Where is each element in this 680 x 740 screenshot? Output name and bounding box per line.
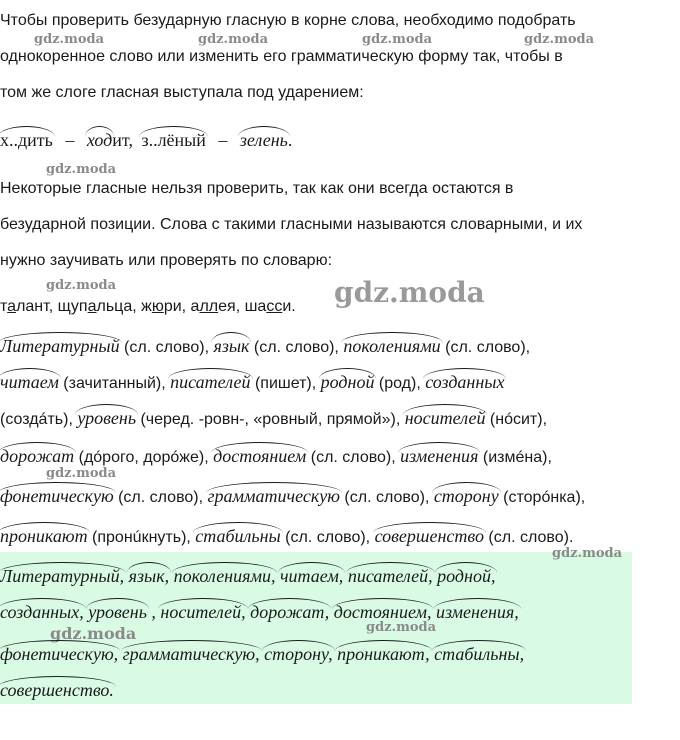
explain-word: проникают [0,526,88,546]
vocab-line [0,298,296,316]
explain-note: (черед. -ровн-, «ровный, прямой»), [136,411,405,428]
explain-word: созданных [425,372,505,392]
explain-word: фонетическую [0,486,114,506]
explain-note: (сл. слово), [306,449,401,466]
example-word: х..дить [0,130,53,150]
vocab-letter: а [7,298,17,315]
vocab-text: ри, а [163,298,200,315]
explain-note: (пишет), [250,375,321,392]
answer-word: родной, [437,566,496,586]
explain-row-1 [0,336,530,357]
answer-word: проникают, [337,644,430,664]
vocab-letter: ю [151,298,164,315]
answer-word: Литературный, [0,566,125,586]
explain-word: дорожат [0,446,75,466]
explain-word: писателей [170,372,251,392]
explain-note: (сл. слово), [280,529,375,546]
answer-word: писателей, [347,566,433,586]
vocab-text: ея, ша [218,298,267,315]
answer-word: стабильны, [434,644,525,664]
answer-row-4 [0,680,114,701]
explain-row-3 [0,408,547,429]
example-dash: – [65,130,75,150]
explain-word: изменения [400,446,479,466]
explain-note: (сл. слово). [483,529,574,546]
answer-word: поколениями, [173,566,276,586]
answer-word: сторону, [264,644,333,664]
watermark-large: gdz.moda [334,276,485,309]
vocab-text: т [0,298,8,315]
answer-word: совершенство. [0,680,114,700]
answer-word: достоянием, [333,602,432,622]
explain-note: (сл. слово), [249,339,344,356]
explain-note: (сл. слово), [339,489,434,506]
explain-note: (измéна), [478,449,552,466]
example-line [0,130,292,151]
explain-word: уровень [77,408,137,428]
intro-line-1: Чтобы проверить безударную гласную в корне слова, необходимо подобрать [0,12,576,29]
explain-row-2 [0,372,504,393]
answer-row-2 [0,602,519,623]
explain-word: носителей [404,408,486,428]
vocab-letter: лл [199,298,219,315]
explain-row-4 [0,446,552,467]
explain-word: стабильны [195,526,281,546]
watermark: gdz.moda [552,546,623,561]
watermark: gdz.moda [46,466,117,481]
explain-note: (пронúкнуть), [87,529,196,546]
para2-line-1: Некоторые гласные нельзя проверить, так как они всегда остаются в [0,180,514,197]
answer-word: изменения, [435,602,519,622]
explain-note: (сл. слово), [119,339,214,356]
explain-word: грамматическую [207,486,340,506]
explain-note: (род), [374,375,426,392]
explain-note: (нóсит), [485,411,548,428]
watermark: gdz.moda [34,32,105,47]
explain-word: сторону [433,486,499,506]
vocab-text: льца, ж [96,298,152,315]
example-dash: – [218,130,228,150]
answer-row-1 [0,566,495,587]
explain-note: (сл. слово), [113,489,208,506]
watermark: gdz.moda [46,278,117,293]
watermark: gdz.moda [366,620,437,635]
explain-word: родной [320,372,375,392]
explain-note: (сторóнка), [498,489,586,506]
explain-word: Литературный [0,336,120,356]
answer-word: грамматическую, [122,644,260,664]
example-word: з..лёный [141,130,206,150]
watermark: gdz.moda [198,32,269,47]
explain-note: (дóрого, дорóже), [74,449,214,466]
example-word: ход [86,130,113,150]
vocab-text: и. [282,298,296,315]
answer-word: язык, [128,566,170,586]
watermark: gdz.moda [46,162,117,177]
explain-note: (сл. слово), [440,339,531,356]
intro-line-3: том же слоге гласная выступала под ударением: [0,84,364,101]
explain-row-6 [0,526,573,547]
explain-word: достоянием [213,446,307,466]
example-word-ending: ит, [112,130,133,150]
watermark: gdz.moda [362,32,433,47]
explain-note: (зачитанный), [58,375,171,392]
watermark: gdz.moda [50,624,137,643]
answer-word: дорожат, [250,602,330,622]
explain-word: читаем [0,372,59,392]
example-dot: . [287,130,293,150]
para2-line-2: безударной позиции. Слова с такими гласными называются словарными, и их [0,216,583,233]
vocab-letter: сс [266,298,283,315]
explain-word: поколениями [343,336,441,356]
answer-word: уровень [88,602,147,622]
example-word: зелень [239,130,288,150]
answer-punct: , [146,602,156,622]
vocab-letter: а [87,298,97,315]
intro-line-2: однокоренное слово или изменить его грамматическую форму так, чтобы в [0,48,563,65]
para2-line-3: нужно заучивать или проверять по словарю: [0,252,333,269]
explain-row-5 [0,486,585,507]
explain-note: (создáть), [0,411,78,428]
vocab-text: лант, щуп [16,298,88,315]
answer-word: носителей, [160,602,246,622]
answer-word: фонетическую, [0,644,119,664]
answer-word: созданных, [0,602,84,622]
answer-word: читаем, [279,566,344,586]
explain-word: язык [213,336,250,356]
answer-row-3 [0,644,524,665]
watermark: gdz.moda [524,32,595,47]
explain-word: совершенство [374,526,484,546]
